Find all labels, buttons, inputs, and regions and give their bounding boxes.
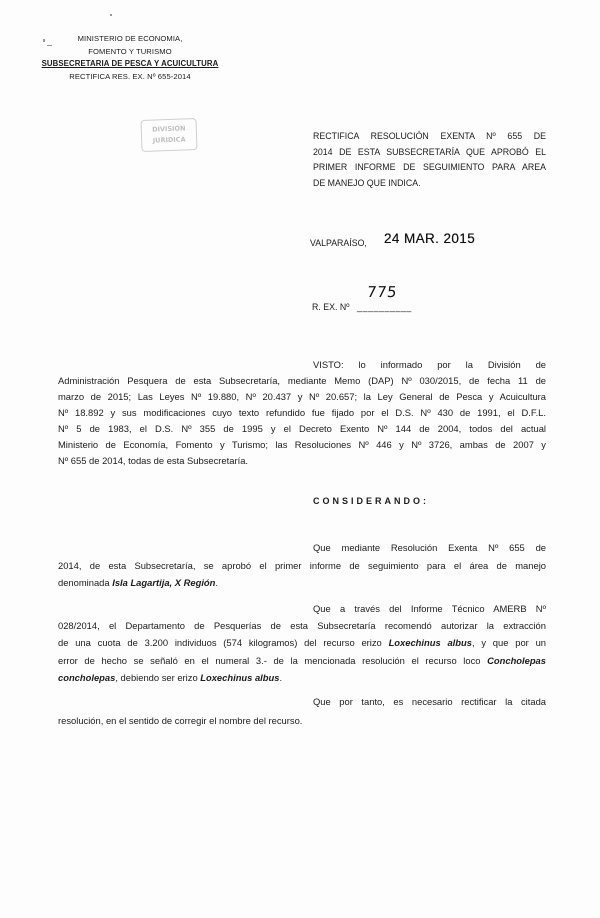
resolution-number-line: __________ <box>357 302 412 312</box>
paragraph-line: Que por tanto, es necesario rectificar la citada <box>313 696 546 707</box>
resolution-title <box>313 129 546 191</box>
text-run: error de hecho se señaló en el numeral 3.- de la mencionada resolución el recurso loco <box>58 654 488 666</box>
scan-speck <box>110 14 112 16</box>
letterhead <box>30 33 230 83</box>
title-line: PRIMER INFORME DE SEGUIMIENTO PARA AREA <box>313 162 546 173</box>
text-run: , y que por un <box>471 637 546 649</box>
paragraph-line: 028/2014, el Departamento de Pesquerías de esta Subsecretaría recomendó autorizar la extracción <box>58 620 546 632</box>
species-name: Loxechinus albus <box>388 637 472 649</box>
date-place: VALPARAÍSO, <box>310 238 367 248</box>
document-reference: RECTIFICA RES. EX. Nº 655-2014 <box>69 71 191 81</box>
text-run: denominada <box>58 577 113 588</box>
title-line: DE MANEJO QUE INDICA. <box>313 177 421 188</box>
paragraph-line <box>58 652 546 669</box>
text-run: , debiendo ser erizo <box>115 671 201 683</box>
visto-line: Nº 18.892 y sus modificaciones cuyo texto refundido fue fijado por el D.S. Nº 430 de 1991, el D.F.L. <box>58 407 546 418</box>
text-run: . <box>279 671 283 683</box>
considerando-heading: CONSIDERANDO: <box>313 496 430 506</box>
paragraph-line <box>58 669 546 686</box>
visto-line: Ministerio de Economía, Fomento y Turismo; las Resoluciones Nº 446 y Nº 3726, ambas de 2007 y <box>58 439 546 450</box>
ministry-name-cont: FOMENTO Y TURISMO <box>88 46 172 56</box>
species-name: Isla Lagartija, X Región <box>112 577 216 588</box>
considerando-paragraph-1 <box>58 539 546 592</box>
considerando-paragraph-3 <box>58 692 546 730</box>
paragraph-line <box>58 574 546 592</box>
ministry-name: MINISTERIO DE ECONOMIA, <box>77 34 183 43</box>
stamped-date: 24 MAR. 2015 <box>384 231 476 246</box>
paragraph-line: resolución, en el sentido de corregir el nombre del recurso. <box>58 715 303 726</box>
considerando-paragraph-2 <box>58 600 546 686</box>
stamp-text: JURIDICA <box>152 135 186 145</box>
species-name: concholepas <box>58 671 116 683</box>
visto-paragraph <box>58 357 546 469</box>
visto-line: Administración Pesquera de esta Subsecretaría, mediante Memo (DAP) Nº 030/2015, de fecha 11 de <box>58 375 546 386</box>
stamp-text: DIVISION <box>151 124 186 134</box>
paragraph-line: 2014, de esta Subsecretaría, se aprobó el primer informe de seguimiento para el área de manejo <box>58 559 546 571</box>
paragraph-line: Que mediante Resolución Exenta Nº 655 de <box>313 542 546 553</box>
paragraph-line: Que a través del Informe Técnico AMERB Nº <box>313 603 546 614</box>
visto-line: Nº 655 de 2014, todas de esta Subsecretaría. <box>58 455 249 466</box>
resolution-number: 775 <box>366 283 399 301</box>
subsecretaria-name: SUBSECRETARIA DE PESCA Y ACUICULTURA <box>41 59 219 69</box>
species-name: Loxechinus albus <box>200 671 280 683</box>
text-run: de una cuota de 3.200 individuos (574 kilogramos) del recurso erizo <box>58 637 389 649</box>
visto-line: marzo de 2015; Las Leyes Nº 19.880, Nº 20.437 y Nº 20.657; la Ley General de Pesca y Acuicultura <box>58 391 546 402</box>
division-stamp <box>140 118 197 152</box>
paragraph-line <box>58 634 546 651</box>
resolution-number-label: R. EX. Nº <box>312 302 350 312</box>
text-run: . <box>215 577 218 588</box>
visto-line: VISTO: lo informado por la División de <box>313 359 546 370</box>
title-line: RECTIFICA RESOLUCIÓN EXENTA Nº 655 DE <box>313 131 546 141</box>
species-name: Concholepas <box>487 654 546 666</box>
title-line: 2014 DE ESTA SUBSECRETARÍA QUE APROBÓ EL <box>313 146 546 157</box>
visto-line: Nº 5 de 1983, el D.S. Nº 355 de 1995 y el Decreto Exento Nº 144 de 2004, todos del actual <box>58 423 546 434</box>
